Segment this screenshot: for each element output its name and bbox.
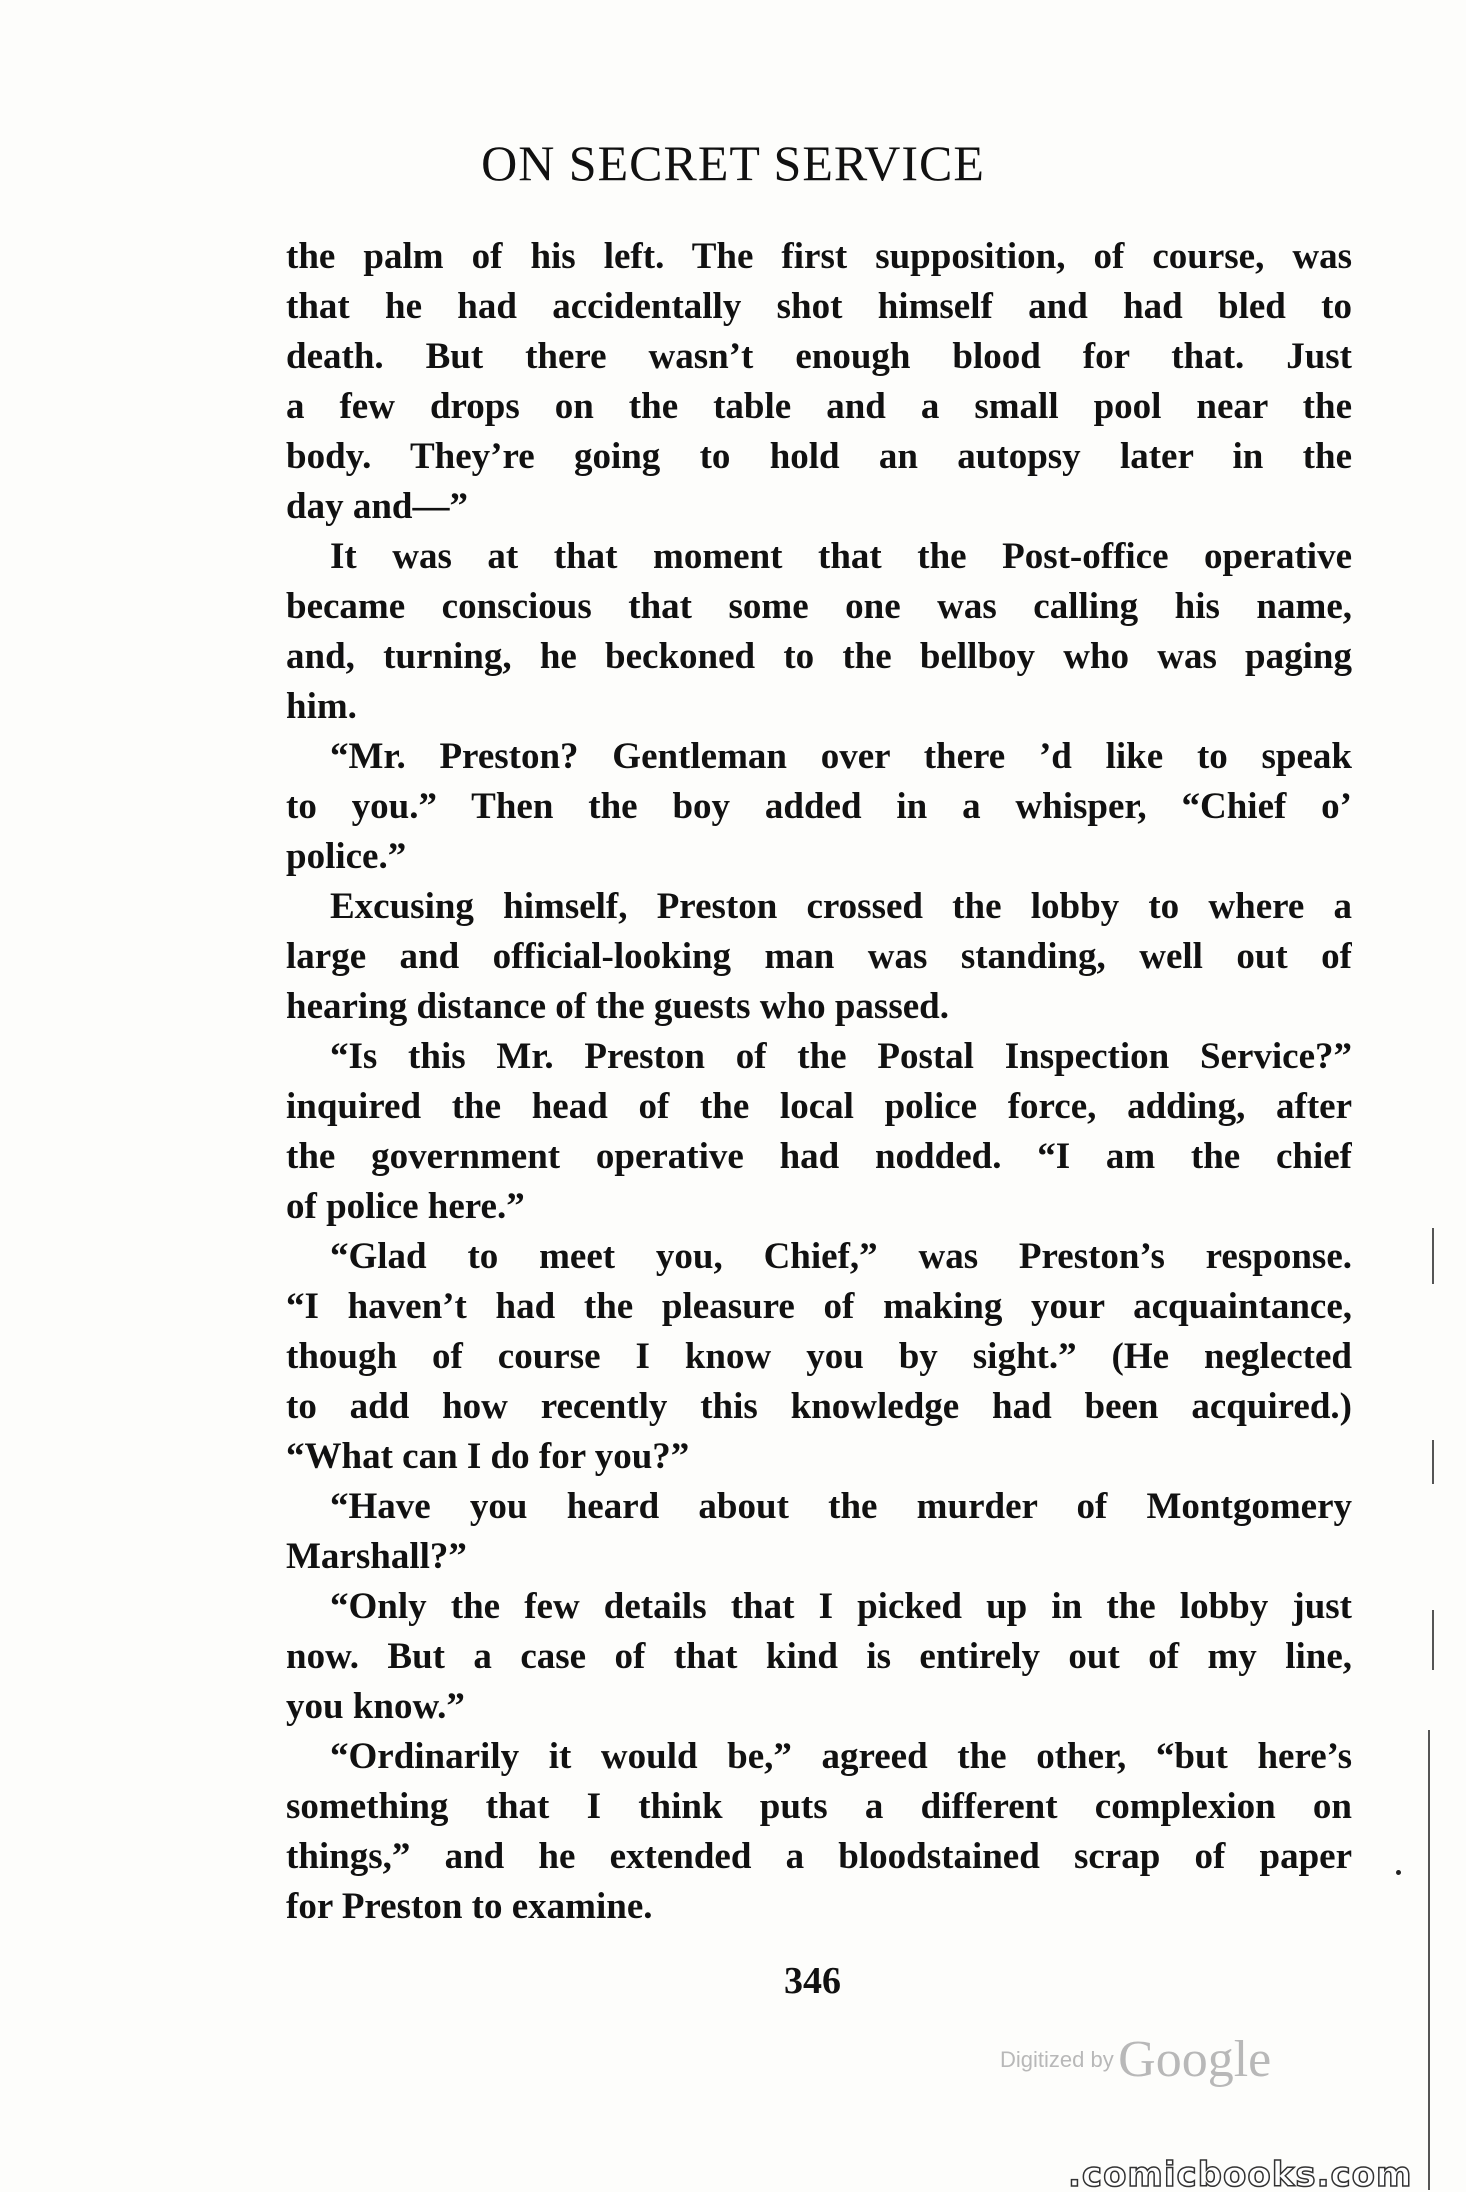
digitized-by-label: Digitized by bbox=[1000, 2047, 1114, 2072]
text-line: body. They’re going to hold an autopsy later in the bbox=[286, 436, 1352, 477]
site-watermark: .comicbooks.com bbox=[1068, 2155, 1413, 2195]
scan-speck bbox=[1396, 1870, 1401, 1875]
text-line: day and—” bbox=[286, 486, 468, 527]
text-line: “Glad to meet you, Chief,” was Preston’s response. bbox=[330, 1236, 1352, 1277]
text-line: the government operative had nodded. “I am the chief bbox=[286, 1136, 1352, 1177]
running-head: ON SECRET SERVICE bbox=[481, 135, 985, 191]
text-line: “I haven’t had the pleasure of making your acquaintance, bbox=[286, 1286, 1352, 1327]
page-number: 346 bbox=[784, 1960, 841, 2002]
text-line: “Ordinarily it would be,” agreed the other, “but here’s bbox=[330, 1736, 1352, 1777]
text-line: that he had accidentally shot himself and had bled to bbox=[286, 286, 1352, 327]
text-line: “Have you heard about the murder of Montgomery bbox=[330, 1486, 1352, 1527]
text-line: though of course I know you by sight.” (He neglected bbox=[286, 1336, 1352, 1377]
text-line: “Only the few details that I picked up in the lobby just bbox=[330, 1586, 1352, 1627]
scan-edge-mark bbox=[1432, 1440, 1434, 1484]
text-line: hearing distance of the guests who passed. bbox=[286, 986, 949, 1027]
google-logo: Google bbox=[1118, 2031, 1272, 2088]
text-line: to you.” Then the boy added in a whisper, “Chief o’ bbox=[286, 786, 1352, 827]
text-line: to add how recently this knowledge had been acquired.) bbox=[286, 1386, 1352, 1427]
text-line: something that I think puts a different complexion on bbox=[286, 1786, 1352, 1827]
text-line: and, turning, he beckoned to the bellboy who was paging bbox=[286, 636, 1352, 677]
text-line: him. bbox=[286, 686, 357, 727]
text-line: inquired the head of the local police force, adding, after bbox=[286, 1086, 1352, 1127]
text-line: for Preston to examine. bbox=[286, 1886, 653, 1927]
text-line: “Is this Mr. Preston of the Postal Inspection Service?” bbox=[330, 1036, 1352, 1077]
text-line: It was at that moment that the Post-office operative bbox=[330, 536, 1352, 577]
text-line: a few drops on the table and a small pool near the bbox=[286, 386, 1352, 427]
text-line: you know.” bbox=[286, 1686, 465, 1727]
text-line: “Mr. Preston? Gentleman over there ’d like to speak bbox=[330, 736, 1352, 777]
text-line: police.” bbox=[286, 836, 407, 877]
text-line: became conscious that some one was calling his name, bbox=[286, 586, 1352, 627]
text-line: Marshall?” bbox=[286, 1536, 467, 1577]
text-line: death. But there wasn’t enough blood for that. Just bbox=[286, 336, 1352, 377]
text-line: Excusing himself, Preston crossed the lobby to where a bbox=[330, 886, 1352, 927]
google-watermark bbox=[1000, 2031, 1272, 2088]
text-line: now. But a case of that kind is entirely out of my line, bbox=[286, 1636, 1352, 1677]
scan-edge-mark bbox=[1428, 1730, 1430, 2190]
text-line: the palm of his left. The first supposition, of course, was bbox=[286, 236, 1352, 277]
body-text bbox=[286, 232, 1352, 1932]
scan-edge-mark bbox=[1432, 1610, 1434, 1670]
scan-edge-mark bbox=[1432, 1228, 1434, 1284]
text-line: of police here.” bbox=[286, 1186, 525, 1227]
text-line: things,” and he extended a bloodstained scrap of paper bbox=[286, 1836, 1352, 1877]
text-line: large and official-looking man was standing, well out of bbox=[286, 936, 1352, 977]
text-line: “What can I do for you?” bbox=[286, 1436, 690, 1477]
